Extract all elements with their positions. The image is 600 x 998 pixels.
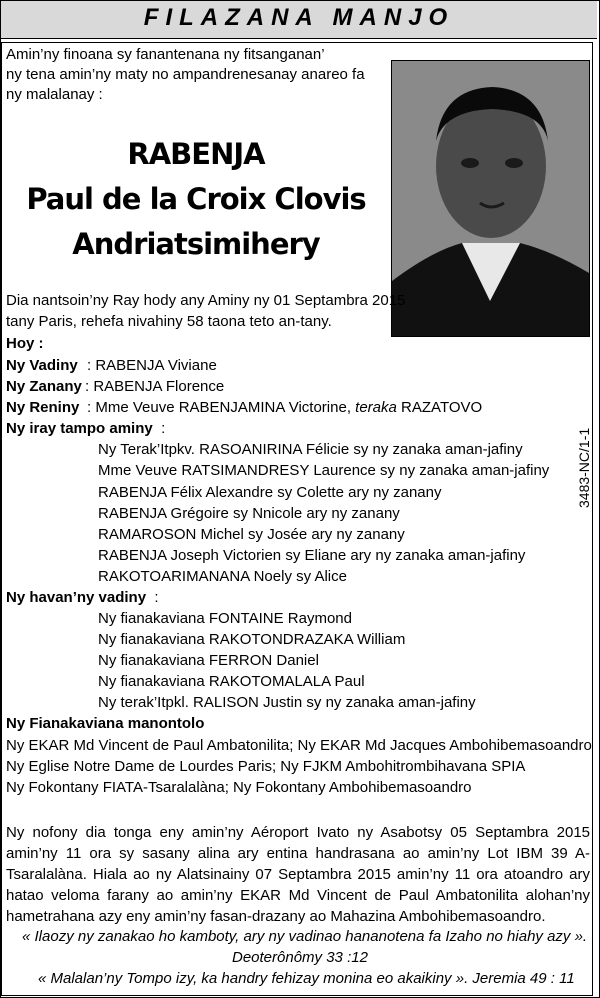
death-line: Dia nantsoin’ny Ray hody any Aminy ny 01 Septambra 2015 [6,292,406,309]
list-item: RABENJA Grégoire sy Nnicole ary ny zanany [98,505,400,522]
intro-line: ny tena amin’ny maty no ampandrenesanay anareo fa [6,66,365,83]
list-item: Ny Eglise Notre Dame de Lourdes Paris; Ny FJKM Ambohitrombihavana SPIA [6,758,526,775]
vady-label: Ny Vadiny [6,357,78,374]
header-bar [1,1,597,39]
funeral-paragraph: Ny nofony dia tonga eny amin’ny Aéroport Ivato ny Asabotsy 05 Septambra 2015 amin’ny 11 ora sy sasany alina ary entina handrasana ao amin’ny Lot IBM 39 A-Tsaralalàna. Hiala ao ny Alatsinainy 07 Septambra 2015 amin’ny 11 ora atoandro ary hatao veloma farany ao amin’ny EKAR Md Vincent de Paul Ambatonilita alohan’ny hametrahana azy eny amin’ny fasan-drazany ao Mahazina Ambohibemasoandro. [6,824,590,925]
reniny-name: : Mme Veuve RABENJAMINA Victorine, [87,399,351,416]
intro-line: ny malalanay : [6,86,103,103]
list-item: RABENJA Joseph Victorien sy Eliane ary ny zanaka aman-jafiny [98,547,526,564]
list-item: Ny fianakaviana FERRON Daniel [98,652,319,669]
zanany-value: : RABENJA Florence [85,378,225,395]
portrait-photo [391,60,590,337]
reniny-label: Ny Reniny [6,399,80,416]
quote-text: « Ilaozy ny zanakao ho kamboty, ary ny vadinao hananotena fa Izaho no hiahy azy ». [22,928,588,945]
list-item: Ny fianakaviana FONTAINE Raymond [98,610,352,627]
list-item: Ny terak’Itpkl. RALISON Justin sy ny zanaka aman-jafiny [98,694,476,711]
zanany-label: Ny Zanany [6,378,82,395]
list-item: Ny fianakaviana RAKOTONDRAZAKA William [98,631,406,648]
list-item: Mme Veuve RATSIMANDRESY Laurence sy ny zanaka aman-jafiny [98,462,550,479]
intro-line: Amin’ny finoana sy fanantenana ny fitsanganan’ [6,46,325,63]
list-item: RAMAROSON Michel sy Josée ary ny zanany [98,526,405,543]
intro-text [6,45,386,105]
reniny-value [87,399,482,416]
deceased-middle-name: Andriatsimihery [72,227,320,261]
notice-title: FILAZANA MANJO [143,4,455,31]
havan-colon: : [154,589,159,606]
list-item: Ny EKAR Md Vincent de Paul Ambatonilita; Ny EKAR Md Jacques Ambohibemasoandro [6,737,592,754]
death-line: tany Paris, rehefa nivahiny 58 taona teto an-tany. [6,313,332,330]
deceased-given-names: Paul de la Croix Clovis [26,182,366,216]
hoy-label: Hoy : [6,335,44,352]
list-item: Ny fianakaviana RAKOTOMALALA Paul [98,673,365,690]
portrait-icon [392,61,589,336]
list-item: RABENJA Félix Alexandre sy Colette ary ny zanany [98,484,442,501]
iray-tampo-label: Ny iray tampo aminy [6,420,153,437]
reference-code: 3483-NC/1-1 [576,427,592,508]
deceased-surname: RABENJA [127,137,265,171]
reniny-teraka-name: RAZATOVO [401,399,483,416]
list-item: Ny Terak’Itpkv. RASOANIRINA Félicie sy ny zanaka aman-jafiny [98,441,523,458]
vady-value: : RABENJA Viviane [87,357,217,374]
quote-reference: Deoterônômy 33 :12 [232,949,368,966]
havan-heading [6,589,159,606]
manontolo-label: Ny Fianakaviana manontolo [6,715,205,732]
iray-tampo-colon: : [161,420,166,437]
quote-text: « Malalan’ny Tompo izy, ka handry fehizay monina eo akaikiny ». Jeremia 49 : 11 [38,970,575,987]
reniny-teraka: teraka [355,399,397,416]
list-item: RAKOTOARIMANANA Noely sy Alice [98,568,347,585]
list-item: Ny Fokontany FIATA-Tsaralalàna; Ny Fokontany Ambohibemasoandro [6,779,472,796]
iray-tampo-heading [6,420,165,437]
havan-label: Ny havan’ny vadiny [6,589,147,606]
